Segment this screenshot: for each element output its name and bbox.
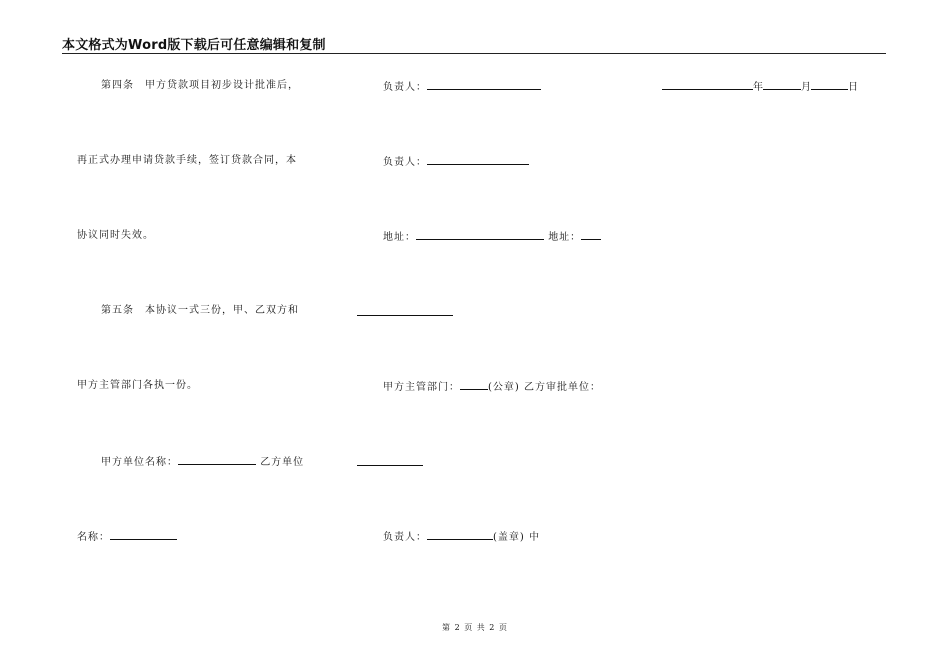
name-line [77, 529, 177, 545]
supervisor-dept-label: 甲方主管部门： [383, 382, 460, 393]
year-blank [662, 79, 753, 90]
responsible-person-line-1 [383, 79, 541, 95]
year-label: 年 [753, 82, 763, 93]
blank-line [357, 315, 453, 316]
month-blank [763, 79, 801, 90]
responsible-person-label: 负责人： [383, 157, 427, 168]
article-four-line-2: 再正式办理申请贷款手续，签订贷款合同，本 [77, 155, 297, 166]
responsible-person-seal-line [383, 529, 540, 545]
date-line [662, 79, 858, 95]
seal-approval-label: (公章) 乙方审批单位： [488, 382, 601, 393]
address-blank-a [416, 229, 544, 240]
responsible-person-label: 负责人： [383, 532, 427, 543]
seal-label: (盖章) 中 [493, 532, 540, 543]
party-a-name-line [101, 454, 304, 470]
party-a-name-label: 甲方单位名称： [101, 457, 178, 468]
blank-field [427, 154, 529, 165]
article-four-line-1: 第四条 甲方贷款项目初步设计批准后， [101, 80, 299, 91]
blank-line [357, 465, 423, 466]
supervisor-dept-blank [460, 379, 488, 390]
blank-field [427, 79, 541, 90]
article-five-line-1: 第五条 本协议一式三份，甲、乙双方和 [101, 305, 299, 316]
address-label-b: 地址： [548, 232, 582, 243]
address-line [383, 229, 601, 245]
responsible-person-label: 负责人： [383, 82, 427, 93]
party-b-unit-label: 乙方单位 [260, 457, 305, 468]
article-four-line-3: 协议同时失效。 [77, 230, 154, 241]
page-number: 第 2 页 共 2 页 [442, 623, 508, 632]
article-five-line-2: 甲方主管部门各执一份。 [77, 380, 198, 391]
name-label: 名称： [77, 532, 110, 543]
page-header [62, 34, 886, 54]
day-label: 日 [848, 82, 858, 93]
address-label-a: 地址： [383, 232, 416, 243]
header-title: 本文格式为Word版下载后可任意编辑和复制 [62, 38, 326, 53]
supervisor-dept-line [383, 379, 601, 395]
responsible-person-line-2 [383, 154, 529, 170]
responsible-blank [427, 529, 493, 540]
day-blank [811, 79, 848, 90]
month-label: 月 [801, 82, 811, 93]
address-blank-b [581, 229, 601, 240]
party-a-name-blank [178, 454, 256, 465]
name-blank [110, 529, 177, 540]
